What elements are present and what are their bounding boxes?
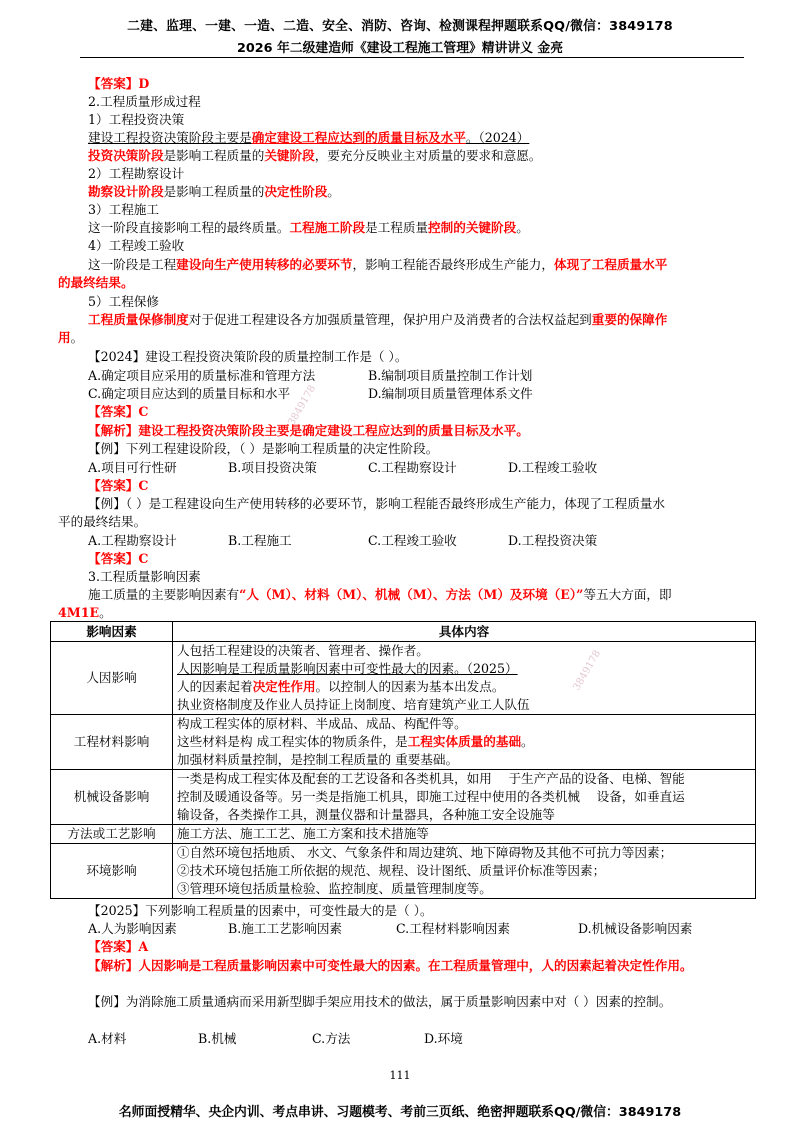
option: C.工程勘察设计 (368, 460, 457, 475)
factor-detail: ①自然环境包括地质、 水文、气象条件和周边建筑、地下障碍物及其他不可抗力等因素； ②技术环境包括施工所依据的规范、规程、设计图纸、质量评价标准等因素； ③管理环境包括质量检验、监控制度、质量管理制度等。 (173, 844, 756, 899)
factor-name: 工程材料影响 (51, 715, 173, 770)
option: B.项目投资决策 (228, 460, 317, 475)
factor-detail: 构成工程实体的原材料、半成品、成品、构配件等。 这些材料是构 成工程实体的物质条件，是工程实体质量的基础。 加强材料质量控制，是控制工程质量的 重要基础。 (173, 715, 756, 770)
option: A.工程勘察设计 (88, 533, 177, 548)
paragraph-continued: 4M1E。 (58, 605, 112, 620)
paragraph-continued: 的最终结果。 (58, 275, 134, 290)
watermark: 3849178 (286, 383, 319, 428)
paragraph: 投资决策阶段是影响工程质量的关键阶段，要充分反映业主对质量的要求和意愿。 (88, 148, 542, 163)
header-contact-line: 二建、监理、一建、一造、二造、安全、消防、咨询、检测课程押题联系QQ/微信：3849178 (127, 19, 673, 34)
paragraph: 建设工程投资决策阶段主要是确定建设工程应达到的质量目标及水平。（2024） (88, 130, 530, 145)
table-header: 影响因素 (51, 622, 173, 642)
paragraph: 工程质量保修制度对于促进工程建设各方加强质量管理，保护用户及消费者的合法权益起到重要的保障作 (88, 312, 668, 327)
paragraph: 这一阶段是工程建设向生产使用转移的必要环节，影响工程能否最终形成生产能力，体现了工程质量水平 (88, 257, 668, 272)
question: 【例】下列工程建设阶段，（ ）是影响工程质量的决定性阶段。 (88, 441, 439, 456)
table-header: 具体内容 (173, 622, 756, 642)
page-number: 111 (389, 1069, 411, 1082)
answer-label: 【答案】A (88, 939, 149, 954)
paragraph-continued: 用。 (58, 330, 84, 345)
table-row (51, 715, 756, 770)
option: A.项目可行性研 (88, 460, 177, 475)
answer-label: 【答案】C (88, 404, 149, 419)
factor-detail: 人包括工程建设的决策者、管理者、操作者。 人因影响是工程质量影响因素中可变性最大的因素。（2025） 人的因素起着决定性作用。以控制人的因素为基本出发点。 执业资格制度及作业人员持证上岗制度、培育建筑产业工人队伍 (173, 642, 756, 715)
factor-name: 方法或工艺影响 (51, 825, 173, 844)
option: C.方法 (312, 1031, 351, 1046)
factor-table (50, 621, 756, 899)
question: 【2025】下列影响工程质量的因素中，可变性最大的是（ ）。 (88, 903, 433, 918)
table-row (51, 642, 756, 715)
factor-name: 机械设备影响 (51, 770, 173, 825)
option: D.工程投资决策 (508, 533, 598, 548)
factor-detail: 施工方法、施工工艺、施工方案和技术措施等 (173, 825, 756, 844)
table-row (51, 844, 756, 899)
explanation: 【解析】人因影响是工程质量影响因素中可变性最大的因素。在工程质量管理中，人的因素起着决定性作用。 (88, 958, 693, 973)
option: D.编制项目质量管理体系文件 (368, 386, 533, 401)
question: 【2024】建设工程投资决策阶段的质量控制工作是（ ）。 (88, 349, 408, 364)
option: C.确定项目应达到的质量目标和水平 (88, 386, 291, 401)
table-row (51, 825, 756, 844)
option: B.机械 (198, 1031, 237, 1046)
option: A.材料 (88, 1031, 127, 1046)
option: B.编制项目质量控制工作计划 (368, 368, 533, 383)
factor-name: 人因影响 (51, 642, 173, 715)
answer-label: 【答案】C (88, 551, 149, 566)
option: B.工程施工 (228, 533, 292, 548)
answer-label: 【答案】D (88, 76, 150, 91)
subsection-heading: 5）工程保修 (88, 294, 159, 309)
factor-name: 环境影响 (51, 844, 173, 899)
subsection-heading: 3）工程施工 (88, 202, 159, 217)
subsection-heading: 4）工程竣工验收 (88, 238, 185, 253)
section-heading: 3.工程质量影响因素 (88, 569, 201, 584)
option: D.机械设备影响因素 (578, 921, 693, 936)
paragraph: 施工质量的主要影响因素有“人（M）、材料（M）、机械（M）、方法（M）及环境（E）”等五大方面，即 (88, 587, 672, 602)
paragraph: 这一阶段直接影响工程的最终质量。工程施工阶段是工程质量控制的关键阶段。 (88, 220, 529, 235)
option: C.工程材料影响因素 (396, 921, 510, 936)
subsection-heading: 1）工程投资决策 (88, 112, 185, 127)
question: 【例】为消除施工质量通病而采用新型脚手架应用技术的做法，属于质量影响因素中对（ ）因素的控制。 (88, 994, 672, 1009)
watermark: 3849178 (571, 648, 604, 693)
header-title: 2026 年二级建造师《建设工程施工管理》精讲讲义 金亮 (236, 41, 564, 56)
question: 【例】（ ）是工程建设向生产使用转移的必要环节，影响工程能否最终形成生产能力，体现了工程质量水 (88, 496, 666, 511)
option: D.环境 (424, 1031, 463, 1046)
option: D.工程竣工验收 (508, 460, 598, 475)
question-continued: 平的最终结果。 (58, 514, 147, 529)
section-heading: 2.工程质量形成过程 (88, 94, 201, 109)
answer-label: 【答案】C (88, 478, 149, 493)
header-divider (80, 57, 744, 58)
table-row (51, 770, 756, 825)
factor-detail: 一类是构成工程实体及配套的工艺设备和各类机具，如用 于生产产品的设备、电梯、智能 控制及暖通设备等。另一类是指施工机具，即施工过程中使用的各类机械 设备，如垂直运 输设备，各类操作工具，测量仪器和计量器具，各种施工安全设施等 (173, 770, 756, 825)
table-header-row (51, 622, 756, 642)
option: A.确定项目应采用的质量标准和管理方法 (88, 368, 316, 383)
option: B.施工工艺影响因素 (228, 921, 343, 936)
paragraph: 勘察设计阶段是影响工程质量的决定性阶段。 (88, 184, 340, 199)
footer-contact-line: 名师面授精华、央企内训、考点串讲、习题模考、考前三页纸、绝密押题联系QQ/微信：3849178 (118, 1105, 682, 1120)
subsection-heading: 2）工程勘察设计 (88, 166, 185, 181)
option: A.人为影响因素 (88, 921, 177, 936)
option: C.工程竣工验收 (368, 533, 457, 548)
explanation: 【解析】建设工程投资决策阶段主要是确定建设工程应达到的质量目标及水平。 (88, 423, 529, 438)
